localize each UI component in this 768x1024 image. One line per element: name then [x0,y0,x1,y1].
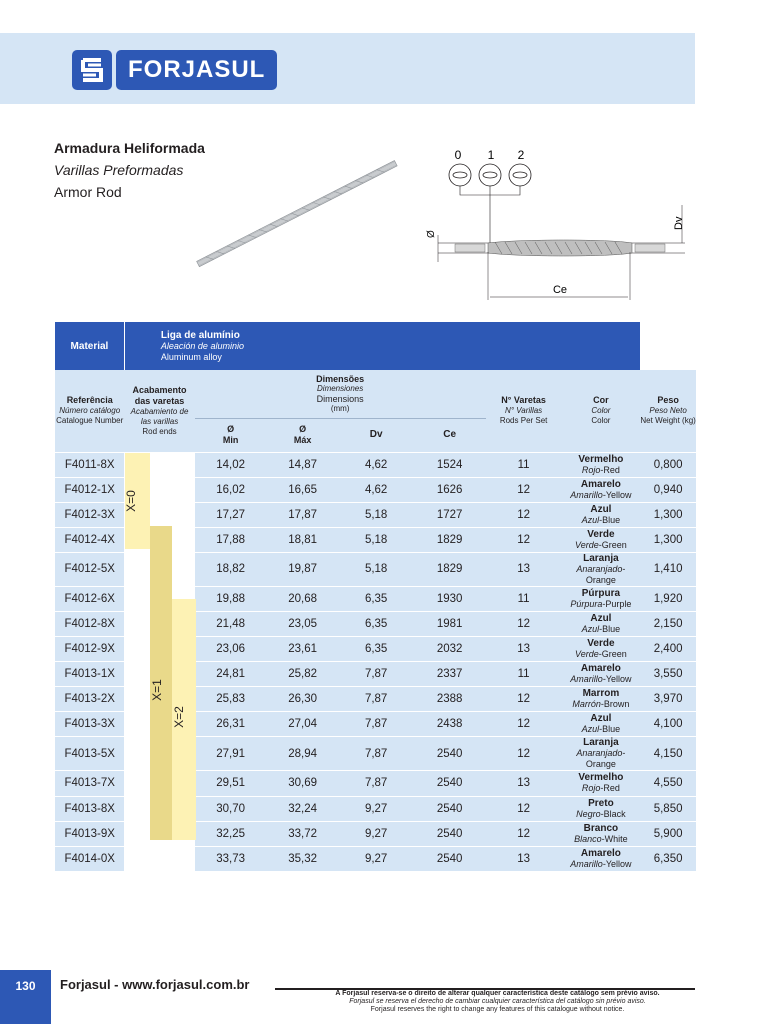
cell-finish-x0 [124,737,149,771]
color-en: Blue [602,514,621,525]
cell-ref: F4013-7X [55,771,124,796]
cell-ce: 2540 [414,821,486,846]
cell-finish-x1 [149,502,171,527]
cell-color [562,796,641,821]
cell-dv: 7,87 [339,662,414,687]
cell-finish-x2 [171,477,195,502]
disclaimer-en: Forjasul reserves the right to change any features of this catalogue without notice. [370,1006,625,1013]
x2-label: X=2 [171,706,186,728]
cell-ref: F4012-1X [55,477,124,502]
cell-color [562,712,641,737]
cell-dv: 6,35 [339,611,414,636]
cell-ref: F4012-9X [55,637,124,662]
table-row [55,846,696,871]
cell-min: 18,82 [195,552,267,586]
color-en: Yellow [605,858,632,869]
cell-dv: 5,18 [339,552,414,586]
cell-min: 17,27 [195,502,267,527]
cell-max: 16,65 [267,477,339,502]
cell-color [562,527,641,552]
color-en: Green [601,649,627,660]
color-es-en: Verde-Green [575,539,627,550]
color-es-en: Amarillo-Yellow [570,674,632,685]
cell-dv: 6,35 [339,637,414,662]
color-en: Purple [605,598,632,609]
color-es-en: Amarillo-Yellow [570,858,632,869]
color-es: Amarillo [570,858,603,869]
footer-site: Forjasul - www.forjasul.com.br [60,977,250,992]
cell-rods: 13 [486,771,562,796]
diagram-label-1: 1 [487,148,495,162]
cell-weight: 6,350 [640,846,696,871]
cell-color [562,477,641,502]
cell-ce: 2540 [414,796,486,821]
cell-dv: 7,87 [339,771,414,796]
cell-dv: 4,62 [339,477,414,502]
cell-max: 19,87 [267,552,339,586]
color-es-en: Marrón-Brown [572,699,630,710]
cell-min: 21,48 [195,611,267,636]
color-en: White [604,833,628,844]
material-label: Material [55,322,124,370]
cell-weight: 5,850 [640,796,696,821]
title-pt: Armadura Heliformada [54,140,205,156]
color-pt: Azul [590,503,612,515]
cell-rods: 11 [486,452,562,477]
cell-finish-x0 [124,846,149,871]
cell-rods: 12 [486,737,562,771]
cell-max: 14,87 [267,452,339,477]
cell-rods: 13 [486,637,562,662]
cell-finish-x0 [124,712,149,737]
cell-min: 23,06 [195,637,267,662]
cell-min: 25,83 [195,687,267,712]
cell-dv: 9,27 [339,846,414,871]
cell-dv: 6,35 [339,586,414,611]
cell-color [562,821,641,846]
color-es: Blanco [574,833,602,844]
cell-ref: F4012-6X [55,586,124,611]
cell-ce: 2337 [414,662,486,687]
cell-finish-x2 [171,552,195,586]
color-en: Red [603,783,620,794]
diagram-label-dia: Ø [426,230,437,238]
color-pt: Verde [587,528,615,540]
cell-rods: 11 [486,586,562,611]
cell-ce: 2438 [414,712,486,737]
color-es: Amarillo [570,489,603,500]
cell-color [562,611,641,636]
cell-finish-x0 [124,771,149,796]
col-ref-header: Referência Número catálogo Catalogue Number [55,370,124,452]
cell-max: 23,05 [267,611,339,636]
cell-ce: 2388 [414,687,486,712]
cell-min: 19,88 [195,586,267,611]
cell-weight: 4,150 [640,737,696,771]
cell-min: 26,31 [195,712,267,737]
cell-finish-x0 [124,687,149,712]
color-es-en: Púrpura-Purple [570,598,632,609]
cell-finish-x2 [171,527,195,552]
color-pt: Amarelo [580,847,621,859]
table-row [55,452,696,477]
cell-weight: 2,150 [640,611,696,636]
cell-dv: 4,62 [339,452,414,477]
color-en: Blue [602,724,621,735]
color-es: Púrpura [570,598,603,609]
color-es-en: Rojo-Red [581,464,620,475]
cell-ce: 1626 [414,477,486,502]
cell-rods: 11 [486,662,562,687]
cell-rods: 12 [486,796,562,821]
cell-weight: 4,100 [640,712,696,737]
color-es-en: Negro-Black [576,808,626,819]
disclaimer-es: Forjasul se reserva el derecho de cambiar cualquier característica del catálogo sin prévio aviso. [349,998,646,1005]
rod-end-2-icon [509,164,531,186]
cell-max: 23,61 [267,637,339,662]
color-es: Azul [581,624,600,635]
color-es: Negro [576,808,601,819]
cell-ce: 1524 [414,452,486,477]
cell-ce: 2032 [414,637,486,662]
cell-ref: F4013-9X [55,821,124,846]
cell-weight: 3,550 [640,662,696,687]
cell-min: 27,91 [195,737,267,771]
cell-min: 32,25 [195,821,267,846]
cell-weight: 1,920 [640,586,696,611]
color-en: Yellow [605,489,632,500]
color-pt: Verde [587,638,615,650]
diagram-label-ce: Ce [552,284,568,296]
cell-ref: F4013-8X [55,796,124,821]
cell-rods: 13 [486,846,562,871]
cell-rods: 12 [486,502,562,527]
cell-finish-x2 [171,502,195,527]
color-pt: Vermelho [578,453,624,465]
cell-weight: 4,550 [640,771,696,796]
brand-logo [72,50,280,90]
cell-color [562,637,641,662]
cell-max: 32,24 [267,796,339,821]
color-es-en: Verde-Green [575,649,627,660]
diagram-label-2: 2 [517,148,525,162]
material-row [55,322,696,370]
cell-rods: 12 [486,611,562,636]
cell-weight: 1,300 [640,527,696,552]
cell-rods: 12 [486,821,562,846]
color-es: Amarillo [570,674,603,685]
cell-min: 33,73 [195,846,267,871]
armor-rod-image [190,160,400,275]
color-es: Marrón [572,699,601,710]
color-pt: Branco [583,822,619,834]
color-en: Blue [602,624,621,635]
cell-finish-x2 [171,846,195,871]
cell-min: 30,70 [195,796,267,821]
cell-ref: F4013-3X [55,712,124,737]
cell-color [562,502,641,527]
cell-dv: 9,27 [339,796,414,821]
cell-color [562,452,641,477]
cell-weight: 1,300 [640,502,696,527]
color-es: Azul [581,724,600,735]
color-pt: Laranja [583,737,619,749]
cell-max: 30,69 [267,771,339,796]
col-weight-header: Peso Peso Neto Net Weight (kg) [640,370,696,452]
material-value [124,322,640,370]
color-pt: Azul [590,713,612,725]
color-en: Orange [585,759,616,770]
cell-weight: 3,970 [640,687,696,712]
color-es-en: Azul-Blue [581,624,621,635]
color-en: Red [603,464,620,475]
color-pt: Vermelho [578,772,624,784]
cell-rods: 12 [486,477,562,502]
x0-label: X=0 [123,490,138,512]
cell-ref: F4013-5X [55,737,124,771]
title-en: Armor Rod [54,184,122,200]
cell-max: 33,72 [267,821,339,846]
color-en: Orange [585,574,616,585]
material-es: Aleación de aluminio [160,340,244,351]
cell-max: 27,04 [267,712,339,737]
cell-finish-x0 [124,552,149,586]
page-number: 130 [0,970,51,1024]
cell-finish-x0 [124,796,149,821]
color-pt: Azul [590,613,612,625]
cell-finish-x0 [124,611,149,636]
color-es: Anaranjado [576,748,623,759]
cell-max: 26,30 [267,687,339,712]
table-row [55,477,696,502]
cell-finish-x0 [124,586,149,611]
footer-disclaimer [300,990,695,1014]
color-en: Yellow [605,674,632,685]
cell-color [562,737,641,771]
material-en: Aluminum alloy [160,351,222,362]
cell-color [562,586,641,611]
cell-weight: 1,410 [640,552,696,586]
header-row [55,370,696,452]
cell-finish-x0 [124,662,149,687]
x1-label: X=1 [149,679,164,701]
color-pt: Marrom [582,688,620,700]
cell-min: 29,51 [195,771,267,796]
color-es-en: Anaranjado-Orange [576,748,626,770]
color-es: Rojo [581,783,601,794]
cell-weight: 0,940 [640,477,696,502]
cell-ref: F4012-3X [55,502,124,527]
color-pt: Laranja [583,552,619,564]
cell-max: 17,87 [267,502,339,527]
forjasul-logo-icon [72,50,112,90]
cell-rods: 12 [486,712,562,737]
col-finish-header: Acabamento das varetas Acabamiento de las varillas Rod ends [124,370,194,452]
cell-ce: 1829 [414,527,486,552]
cell-ce: 2540 [414,771,486,796]
color-pt: Preto [588,797,614,809]
cell-dv: 7,87 [339,737,414,771]
color-es-en: Amarillo-Yellow [570,489,632,500]
cell-min: 24,81 [195,662,267,687]
brand-name: FORJASUL [116,50,277,90]
cell-min: 17,88 [195,527,267,552]
color-es-en: Rojo-Red [581,783,620,794]
color-es: Azul [581,514,600,525]
table-row [55,502,696,527]
cell-min: 16,02 [195,477,267,502]
color-pt: Púrpura [581,587,621,599]
cell-min: 14,02 [195,452,267,477]
cell-rods: 13 [486,552,562,586]
cell-max: 35,32 [267,846,339,871]
cell-color [562,771,641,796]
cell-ce: 1930 [414,586,486,611]
cell-weight: 2,400 [640,637,696,662]
cell-dv: 7,87 [339,687,414,712]
diagram-label-0: 0 [454,148,462,162]
cell-ref: F4014-0X [55,846,124,871]
rod-end-1-icon [479,164,501,186]
cell-rods: 12 [486,687,562,712]
cell-finish-x0 [124,637,149,662]
cell-weight: 5,900 [640,821,696,846]
cell-max: 28,94 [267,737,339,771]
cell-max: 25,82 [267,662,339,687]
cell-color [562,846,641,871]
cell-dv: 7,87 [339,712,414,737]
col-dimensions-header: Dimensões Dimensiones Dimensions (mm) Ø Min Ø Máx Dv Ce [195,370,486,452]
color-es-en: Azul-Blue [581,724,621,735]
color-es: Verde [575,649,599,660]
col-rods-header: N° Varetas N° Varillas Rods Per Set [486,370,562,452]
cell-finish-x2 [171,452,195,477]
color-es: Rojo [581,464,601,475]
cell-ref: F4013-1X [55,662,124,687]
cell-finish-x1 [149,452,171,477]
disclaimer-pt: A Forjasul reserva-se o direito de alterar qualquer característica deste catálogo sem prévio aviso. [335,990,660,997]
cell-ce: 2540 [414,737,486,771]
color-es-en: Azul-Blue [581,514,621,525]
material-pt: Liga de alumínio [160,329,240,341]
cell-dv: 5,18 [339,502,414,527]
cell-ref: F4012-4X [55,527,124,552]
rod-end-0-icon [449,164,471,186]
cell-rods: 12 [486,527,562,552]
cell-ref: F4012-5X [55,552,124,586]
cell-color [562,662,641,687]
cell-weight: 0,800 [640,452,696,477]
cell-ce: 1829 [414,552,486,586]
cell-dv: 5,18 [339,527,414,552]
color-pt: Amarelo [580,663,621,675]
diagram-label-dv: Dv [673,216,685,230]
rod-dimension-diagram [420,140,695,305]
color-en: Green [601,539,627,550]
color-es-en: Anaranjado-Orange [576,563,626,585]
title-es: Varillas Preformadas [54,162,184,178]
cell-max: 20,68 [267,586,339,611]
product-title [54,140,205,200]
cell-ref: F4012-8X [55,611,124,636]
cell-max: 18,81 [267,527,339,552]
cell-ce: 2540 [414,846,486,871]
cell-color [562,687,641,712]
cell-color [562,552,641,586]
cell-ref: F4013-2X [55,687,124,712]
cell-finish-x1 [149,477,171,502]
color-en: Brown [603,699,630,710]
col-color-header: Cor Color Color [562,370,641,452]
color-es-en: Blanco-White [574,833,628,844]
color-pt: Amarelo [580,478,621,490]
cell-dv: 9,27 [339,821,414,846]
cell-ref: F4011-8X [55,452,124,477]
cell-finish-x1 [149,846,171,871]
color-es: Verde [575,539,599,550]
cell-ce: 1981 [414,611,486,636]
cell-finish-x0 [124,821,149,846]
cell-ce: 1727 [414,502,486,527]
color-es: Anaranjado [576,563,623,574]
color-en: Black [603,808,626,819]
